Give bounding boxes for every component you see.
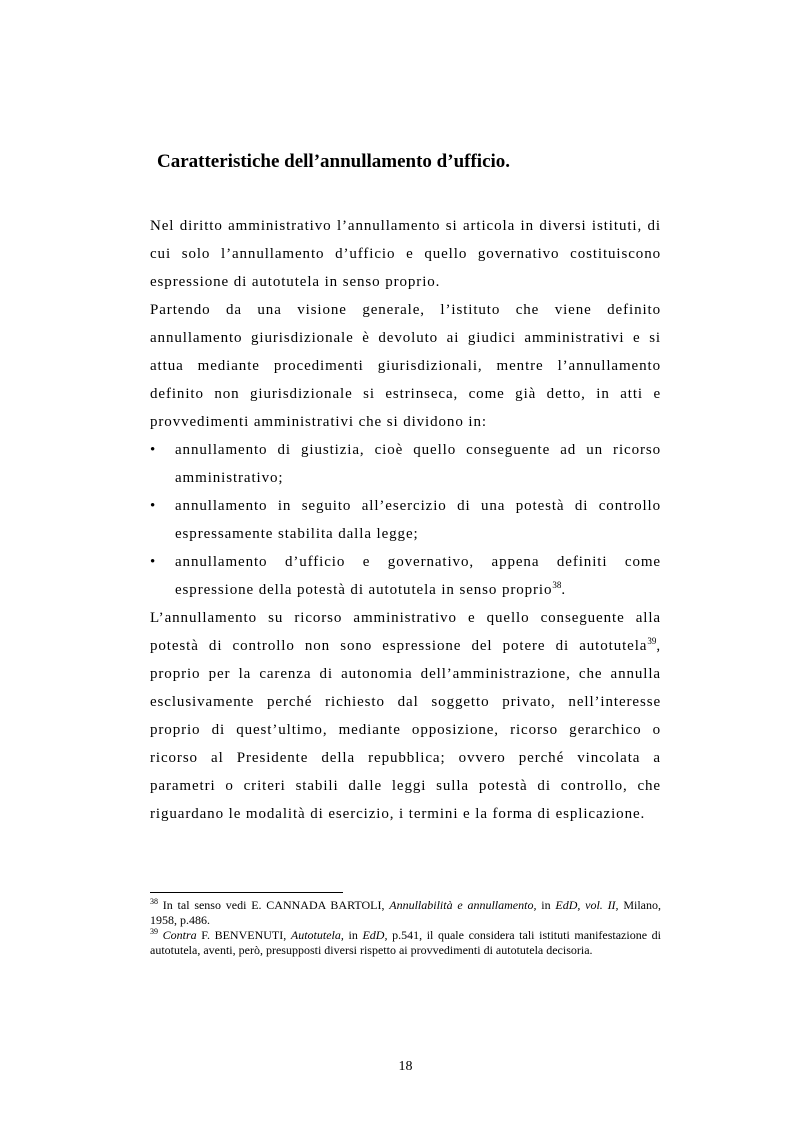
list-item: [150, 548, 661, 604]
footnote-text: Milano, 1958, p.486.: [150, 898, 662, 927]
page-title: Caratteristiche dell’annullamento d’ufficio.: [157, 151, 511, 172]
footnote-title: Autotutela,: [290, 928, 344, 942]
footnote-text: F. BENVENUTI,: [196, 928, 291, 942]
footnote-contra: Contra: [162, 928, 197, 942]
list-item: [150, 492, 661, 548]
body-text: [150, 212, 661, 828]
list-item: [150, 436, 661, 492]
footnote-39: [150, 928, 661, 958]
footnote-number: 38: [150, 897, 158, 906]
page-number: 18: [398, 1059, 413, 1074]
list-item-end: .: [561, 582, 567, 598]
footnote-text: p.541, il quale considera tali istituti manifestazione di autotutela, aventi, però, presupposti diversi rispetto ai provvedimenti di autotutela decisoria.: [150, 928, 662, 957]
footnote-journal: EdD, vol. II,: [555, 898, 619, 912]
bullet-icon: •: [150, 442, 157, 458]
bullet-icon: •: [150, 498, 157, 514]
paragraph-3: [150, 604, 661, 828]
footnote-title: Annullabilità e annullamento,: [389, 898, 537, 912]
footnote-38: [150, 898, 661, 928]
paragraph-3-start: L’annullamento su ricorso amministrativo e quello conseguente alla potestà di controllo non sono espressione del potere di autotutela: [150, 610, 661, 654]
bullet-icon: •: [150, 554, 157, 570]
footnote-journal: EdD,: [362, 928, 388, 942]
footnote-text: in: [536, 898, 556, 912]
footnotes: [150, 898, 661, 958]
footnote-ref-38[interactable]: 38: [552, 580, 562, 590]
footnote-number: 39: [150, 927, 158, 936]
list-item-text: annullamento d’ufficio e governativo, appena definiti come espressione della potestà di autotutela in senso proprio: [175, 554, 661, 598]
footnote-text: in: [343, 928, 363, 942]
footnote-ref-39[interactable]: 39: [647, 636, 657, 646]
paragraph-2: Partendo da una visione generale, l’istituto che viene definito annullamento giurisdizionale è devoluto ai giudici amministrativi e si attua mediante procedimenti giurisdizionali, mentre l’annullamento definito non giurisdizionale si estrinseca, come già detto, in atti e provvedimenti amministrativi che si dividono in:: [150, 302, 661, 430]
bullet-list: [150, 436, 661, 604]
paragraph-1: Nel diritto amministrativo l’annullamento si articola in diversi istituti, di cui solo l’annullamento d’ufficio e quello governativo costituiscono espressione di autotutela in senso proprio.: [150, 218, 661, 290]
paragraph-3-end: , proprio per la carenza di autonomia dell’amministrazione, che annulla esclusivamente perché richiesto dal soggetto privato, nell’interesse proprio di quest’ultimo, mediante opposizione, ricorso gerarchico o ricorso al Presidente della repubblica; ovvero perché vincolata a parametri o criteri stabili dalle leggi sulla potestà di controllo, che riguardano le modalità di esercizio, i termini e la forma di esplicazione.: [150, 638, 661, 822]
footnote-text: In tal senso vedi E. CANNADA BARTOLI,: [158, 898, 390, 912]
list-item-text: annullamento di giustizia, cioè quello conseguente ad un ricorso amministrativo;: [175, 442, 661, 486]
list-item-text: annullamento in seguito all’esercizio di una potestà di controllo espressamente stabilita dalla legge;: [175, 498, 661, 542]
footnote-separator: [150, 892, 343, 893]
